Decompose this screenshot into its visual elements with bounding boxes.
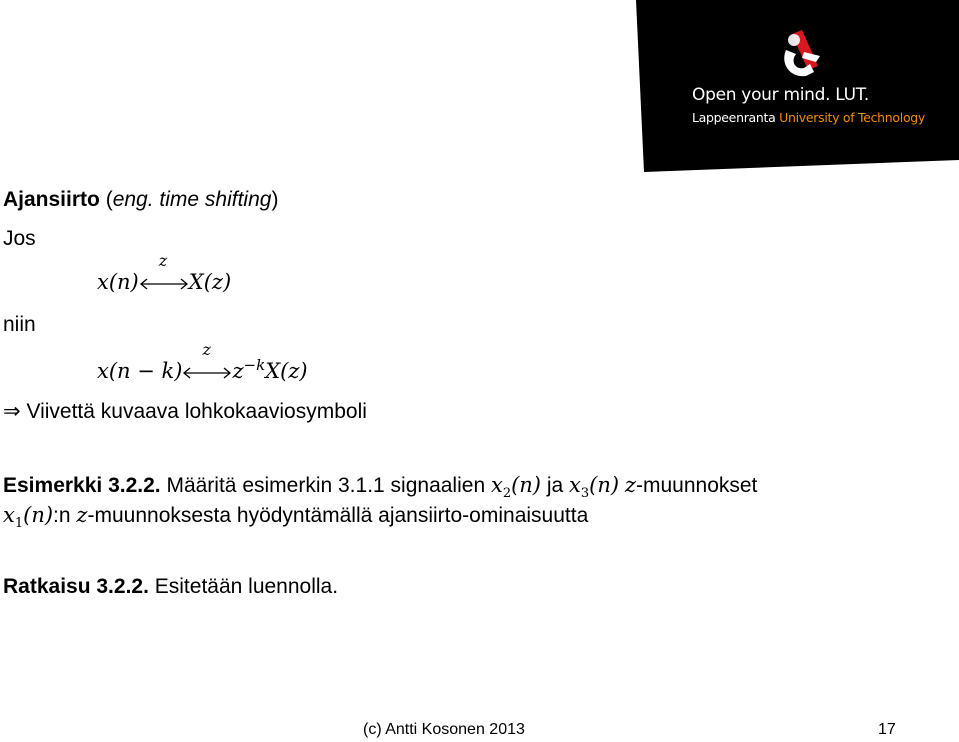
- jos-label: Jos: [3, 227, 36, 250]
- page-number: 17: [878, 721, 896, 738]
- example-line-2: $x_1(n):n$ z-muunnoksesta hyödyntämällä ajansiirto-ominaisuutta: [3, 503, 589, 532]
- implies-line: ⇒ Viivettä kuvaava lohkokaaviosymboli: [3, 399, 367, 423]
- example-line-1: Esimerkki 3.2.2. Määritä esimerkin 3.1.1 signaalien $x_2(n)$ ja $x_3(n)$ z-muunnokset: [3, 473, 758, 502]
- implies-icon: ⇒: [3, 399, 21, 423]
- footer-copyright: (c) Antti Kosonen 2013: [363, 721, 525, 738]
- niin-label: niin: [3, 313, 36, 336]
- logo-university: Lappeenranta University of Technology: [692, 110, 926, 125]
- solution-line: Ratkaisu 3.2.2. Esitetään luennolla.: [3, 575, 339, 598]
- formula-transform-pair: x(n) z X(z): [97, 250, 232, 294]
- z-transform-arrow: z: [139, 273, 189, 295]
- section-heading: Ajansiirto (eng. time shifting): [3, 188, 279, 211]
- logo-slogan: Open your mind. LUT.: [692, 85, 869, 105]
- z-transform-arrow: z: [182, 362, 232, 384]
- formula-time-shift: x(n − k) z $z^{-k}X(z)$: [97, 339, 308, 383]
